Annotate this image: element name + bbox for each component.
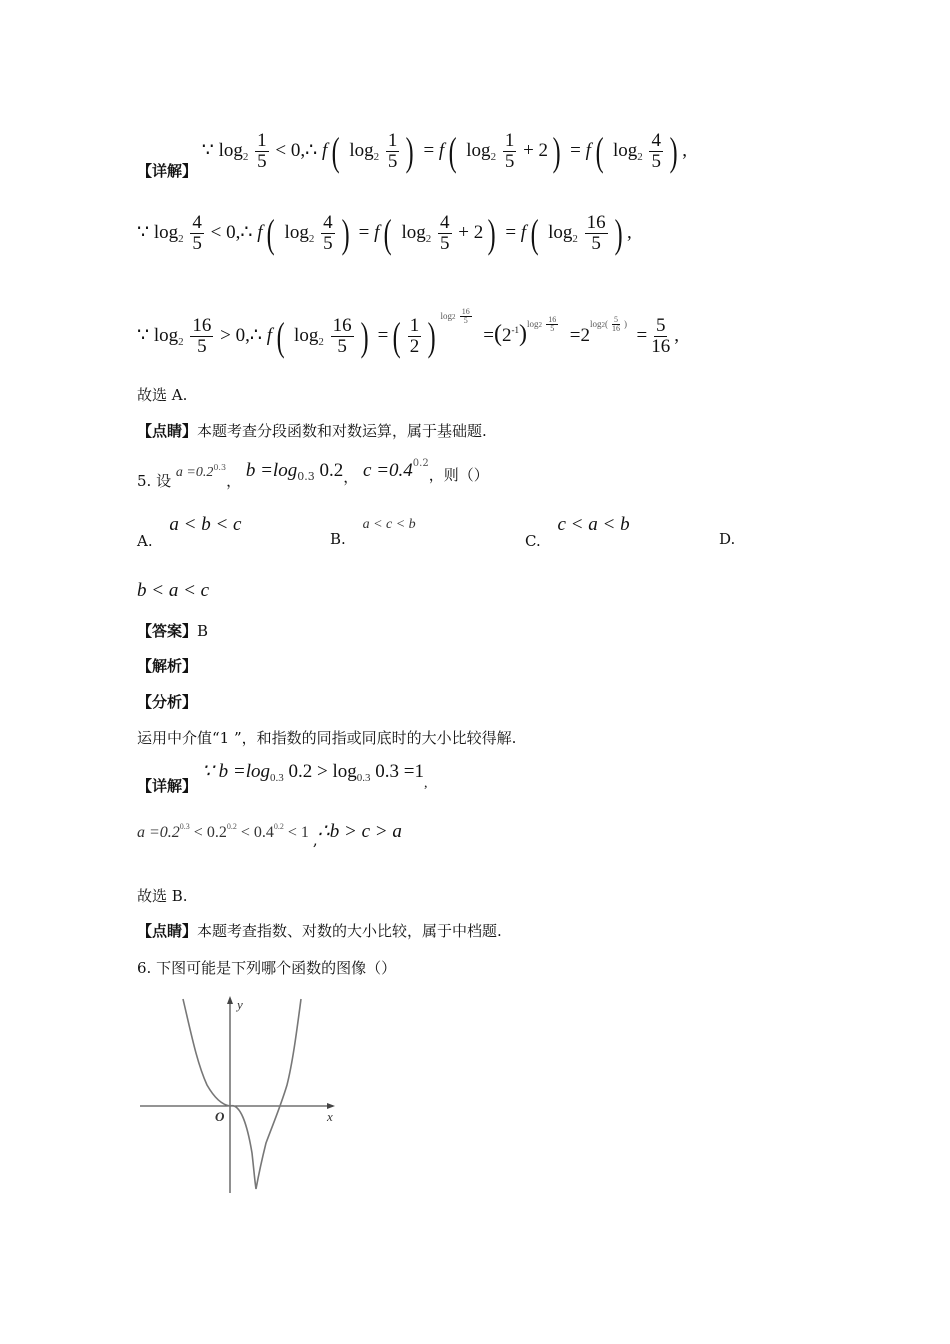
question-6: 6. 下图可能是下列哪个函数的图像（）: [137, 959, 397, 977]
comment-line-5: 【点睛】本题考查指数、对数的大小比较，属于中档题.: [137, 922, 502, 940]
option-a[interactable]: A. a < b < c: [137, 514, 242, 550]
math-expression: ∵ $\log_2$ $\frac{1}{5}$ < 0,∴ f ( $\log_2$ $\frac{1}{5}$ ) = f ( $\log_2$ $\frac{1}{5}$ + 2 ) = f ( $\log_2$ $\frac{4}{5}$ ) ,: [201, 129, 688, 174]
fraction: $\frac{5}{16}$: [651, 315, 671, 358]
option-d[interactable]: D.: [719, 530, 736, 548]
detail-line-1: [137, 128, 688, 180]
fraction: $\frac{4}{5}$: [323, 212, 333, 254]
fraction: $\frac{5}{16}$: [612, 315, 621, 334]
fraction: $\frac{1}{5}$: [387, 130, 398, 172]
choose-b: 故选 B.: [137, 887, 188, 905]
fraction: $\frac{4}{5}$: [440, 212, 450, 254]
fraction: $\frac{1}{5}$: [504, 130, 515, 172]
fraction: $\frac{16}{5}$: [461, 307, 470, 326]
curve-left-branch: [183, 999, 230, 1106]
comment-label: 【点睛】: [137, 922, 198, 940]
origin-label: O: [215, 1109, 225, 1124]
function-graph: [135, 993, 345, 1203]
math-expression: ∵ $\log_2$ $\frac{4}{5}$ < 0,∴ f ( $\log_2$ $\frac{4}{5}$ ) = f ( $\log_2$ $\frac{4}{5}$ + 2 ) = f ( $\log_2$ $\frac{16}{5}$ ) ,: [137, 211, 632, 256]
question-5: 5. 设 $a =0.2^{0.3}$， $b =\log_{0.3}$ 0.2， $c =0.4^{0.2}$，则（）: [137, 458, 489, 490]
detail-label: 【详解】: [137, 777, 198, 795]
fraction: $\frac{1}{5}$: [257, 130, 267, 172]
math-expression: $a =0.2^{0.3} < 0.2^{0.2} < 0.4^{0.2} < 1$: [137, 822, 309, 841]
fraction: $\frac{16}{5}$: [192, 315, 212, 358]
math-expression: ∵ $b =\log_{0.3}$ $0.2 > \log_{0.3} 0.3 =1_,$: [201, 761, 428, 791]
analysis-label: 【解析】: [137, 657, 198, 675]
fraction: $\frac{4}{5}$: [192, 212, 202, 254]
option-c[interactable]: C. c < a < b: [525, 514, 630, 550]
choose-a: 故选 A.: [137, 386, 188, 404]
comment-label: 【点睛】: [137, 422, 198, 440]
comment-line-4: 【点睛】本题考查分段函数和对数运算，属于基础题.: [137, 422, 487, 440]
curve-right-branch: [230, 999, 301, 1189]
fraction: $\frac{4}{5}$: [651, 130, 661, 172]
fraction: $\frac{16}{5}$: [586, 212, 606, 254]
detail-line-3: [137, 308, 679, 360]
analysis-text: 运用中介值“1 ”，和指数的同指或同底时的大小比较得解.: [137, 729, 517, 747]
detail-q5-line-2: $a =0.2^{0.3} < 0.2^{0.2} < 0.4^{0.2} < 1$ ,∴b > c > a: [137, 821, 402, 849]
math-expression: ∵ $\log_2$ $\frac{16}{5}$ > 0,∴ f ( $\log_2$ $\frac{16}{5}$ ) = ( $\frac{1}{2}$ ) $^{log2 \frac{16}{5}}$ $=(2^{-1})^{log2 \frac{16}{5}}$ $=2^{log2( \frac{5}{16} )}$ = $\frac{5}{16}$ ,: [137, 307, 679, 360]
fraction: $\frac{16}{5}$: [548, 315, 557, 334]
fraction: $\frac{1}{2}$: [409, 315, 420, 358]
detail-line-2: [137, 210, 632, 257]
x-axis-label: x: [327, 1109, 333, 1124]
detail-label: 【详解】: [137, 161, 198, 180]
y-axis-arrow: [227, 996, 233, 1004]
answer-label: 【答案】: [137, 622, 198, 640]
detail-q5-line-1: [137, 760, 428, 795]
fenxi-label: 【分析】: [137, 693, 198, 711]
option-b[interactable]: B. a < c < b: [330, 517, 416, 548]
y-axis-label: y: [237, 997, 243, 1012]
fraction: $\frac{16}{5}$: [332, 315, 352, 358]
answer-line: 【答案】B: [137, 622, 209, 640]
option-d-expr: b < a < c: [137, 580, 210, 601]
